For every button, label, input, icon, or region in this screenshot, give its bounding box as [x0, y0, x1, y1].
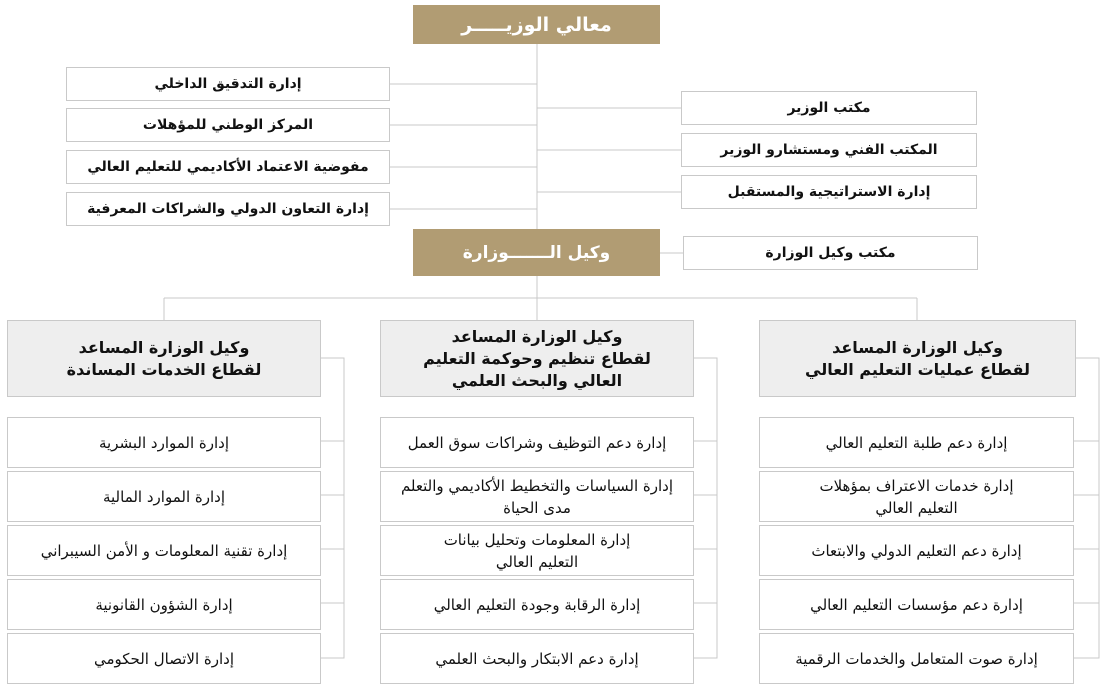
dept-box	[759, 633, 1074, 684]
dept-label: إدارة دعم طلبة التعليم العالي	[825, 433, 1008, 452]
dept-box	[759, 471, 1074, 522]
office-label: المكتب الفني ومستشارو الوزير	[720, 142, 938, 158]
office-technical-advisors	[681, 133, 977, 167]
dept-label: إدارة الرقابة وجودة التعليم العالي	[433, 595, 641, 614]
office-internal-audit	[66, 67, 390, 101]
office-international-cooperation	[66, 192, 390, 226]
office-label: مكتب الوزير	[787, 100, 871, 116]
dept-label: إدارة صوت المتعامل والخدمات الرقمية	[795, 649, 1038, 668]
sector-head-line: وكيل الوزارة المساعد	[451, 326, 623, 346]
office-label: مفوضية الاعتماد الأكاديمي للتعليم العالي	[87, 159, 369, 175]
dept-box	[759, 579, 1074, 630]
sector-head-line: العالي والبحث العلمي	[451, 370, 623, 390]
sector-head-line: لقطاع تنظيم وحوكمة التعليم	[423, 348, 651, 368]
office-qualifications-center	[66, 108, 390, 142]
dept-box	[7, 525, 321, 576]
office-deputy	[683, 236, 978, 270]
dept-box	[380, 471, 694, 522]
office-label: إدارة التدقيق الداخلي	[154, 76, 302, 92]
dept-label: إدارة السياسات والتخطيط الأكاديمي والتعلم مدى الحياة	[400, 476, 674, 517]
office-label: المركز الوطني للمؤهلات	[142, 117, 314, 133]
office-label: إدارة التعاون الدولي والشراكات المعرفية	[87, 201, 369, 217]
office-label: إدارة الاستراتيجية والمستقبل	[727, 184, 931, 200]
sector-head-line: لقطاع عمليات التعليم العالي	[805, 359, 1030, 379]
sector-head-line: وكيل الوزارة المساعد	[78, 337, 250, 357]
dept-box	[7, 633, 321, 684]
dept-label: إدارة دعم الابتكار والبحث العلمي	[435, 649, 639, 668]
dept-box	[7, 579, 321, 630]
deputy-label: وكيل الـــــــوزارة	[462, 242, 611, 263]
dept-label: إدارة المعلومات وتحليل بيانات التعليم العالي	[443, 530, 631, 571]
dept-label: إدارة الموارد المالية	[102, 487, 226, 506]
dept-box	[7, 471, 321, 522]
sector-head-line: وكيل الوزارة المساعد	[832, 337, 1003, 357]
sector-head-line: لقطاع الخدمات المساندة	[66, 359, 262, 379]
dept-label: إدارة الشؤون القانونية	[95, 595, 233, 614]
dept-box	[7, 417, 321, 468]
dept-label: إدارة تقنية المعلومات و الأمن السيبراني	[40, 541, 288, 560]
office-label: مكتب وكيل الوزارة	[765, 245, 896, 261]
dept-box	[380, 579, 694, 630]
dept-label: إدارة خدمات الاعتراف بمؤهلات التعليم العالي	[819, 476, 1014, 517]
dept-label: إدارة دعم التوظيف وشراكات سوق العمل	[407, 433, 667, 452]
dept-box	[759, 525, 1074, 576]
dept-box	[380, 525, 694, 576]
dept-box	[380, 633, 694, 684]
sector-head-regulation-governance	[380, 320, 694, 397]
office-accreditation-commission	[66, 150, 390, 184]
minister-box	[413, 5, 660, 44]
sector-head-operations	[759, 320, 1076, 397]
dept-label: إدارة الاتصال الحكومي	[93, 649, 235, 668]
dept-label: إدارة دعم التعليم الدولي والابتعاث	[811, 541, 1022, 560]
deputy-box	[413, 229, 660, 276]
dept-label: إدارة الموارد البشرية	[98, 433, 230, 452]
dept-box	[759, 417, 1074, 468]
office-strategy-future	[681, 175, 977, 209]
office-minister	[681, 91, 977, 125]
sector-head-support-services	[7, 320, 321, 397]
minister-label: معالي الوزيـــــر	[461, 13, 612, 36]
dept-box	[380, 417, 694, 468]
dept-label: إدارة دعم مؤسسات التعليم العالي	[810, 595, 1023, 614]
